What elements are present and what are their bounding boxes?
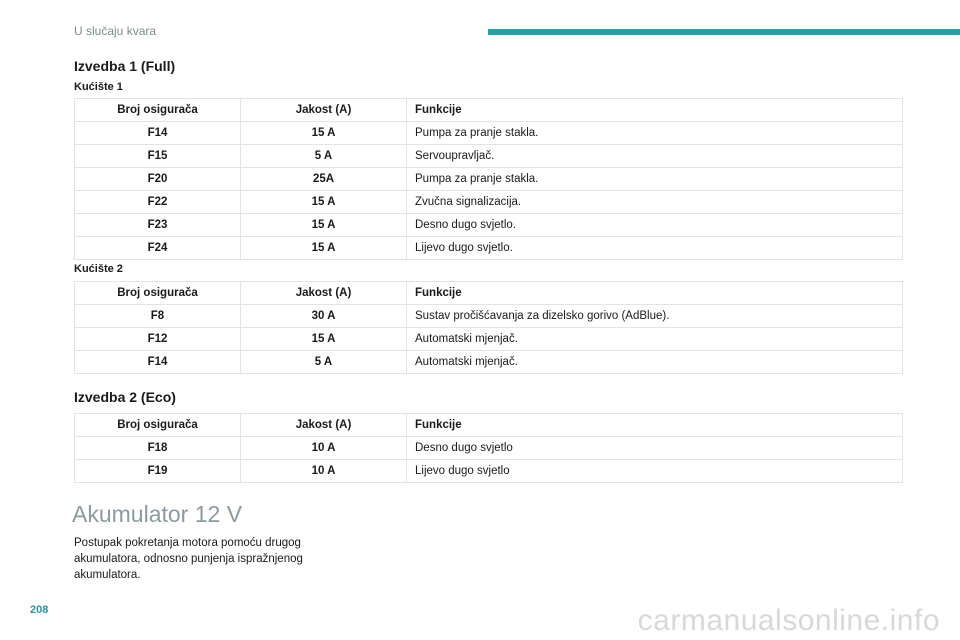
column-header-function: Funkcije <box>407 282 903 305</box>
table-header-row <box>75 414 903 437</box>
column-header-amperage: Jakost (A) <box>241 282 407 305</box>
column-header-function: Funkcije <box>407 99 903 122</box>
fuse-number: F14 <box>75 122 241 145</box>
header-accent-bar <box>488 29 960 35</box>
fuse-table-box1 <box>74 98 903 260</box>
fuse-function: Lijevo dugo svjetlo <box>407 460 903 483</box>
fuse-number: F23 <box>75 214 241 237</box>
fuse-function: Zvučna signalizacija. <box>407 191 903 214</box>
table-row <box>75 168 903 191</box>
fuse-table-eco <box>74 413 903 483</box>
fuse-number: F12 <box>75 328 241 351</box>
column-header-function: Funkcije <box>407 414 903 437</box>
fuse-function: Desno dugo svjetlo <box>407 437 903 460</box>
table-row <box>75 191 903 214</box>
fuse-function: Pumpa za pranje stakla. <box>407 168 903 191</box>
fuse-number: F24 <box>75 237 241 260</box>
fuse-function: Servoupravljač. <box>407 145 903 168</box>
fuse-number: F22 <box>75 191 241 214</box>
fuse-amperage: 15 A <box>241 214 407 237</box>
fuse-number: F14 <box>75 351 241 374</box>
fuse-number: F19 <box>75 460 241 483</box>
table-header-row <box>75 282 903 305</box>
column-header-amperage: Jakost (A) <box>241 414 407 437</box>
fuse-amperage: 15 A <box>241 237 407 260</box>
fuse-table-box2 <box>74 281 903 374</box>
fuse-function: Automatski mjenjač. <box>407 328 903 351</box>
table-row <box>75 145 903 168</box>
fuse-amperage: 15 A <box>241 328 407 351</box>
fuse-function: Desno dugo svjetlo. <box>407 214 903 237</box>
fuse-function: Pumpa za pranje stakla. <box>407 122 903 145</box>
fuse-number: F8 <box>75 305 241 328</box>
table-row <box>75 305 903 328</box>
watermark-text: carmanualsonline.info <box>637 604 940 637</box>
fuse-number: F15 <box>75 145 241 168</box>
column-header-fuse: Broj osigurača <box>75 414 241 437</box>
table-row <box>75 122 903 145</box>
table-row <box>75 437 903 460</box>
column-header-amperage: Jakost (A) <box>241 99 407 122</box>
column-header-fuse: Broj osigurača <box>75 282 241 305</box>
column-header-fuse: Broj osigurača <box>75 99 241 122</box>
section-title-full: Izvedba 1 (Full) <box>74 58 176 74</box>
fuse-function: Sustav pročišćavanja za dizelsko gorivo (AdBlue). <box>407 305 903 328</box>
table-row <box>75 351 903 374</box>
table-row <box>75 328 903 351</box>
box1-label: Kućište 1 <box>74 81 123 93</box>
box2-label: Kućište 2 <box>74 263 123 275</box>
battery-description: Postupak pokretanja motora pomoću drugog akumulatora, odnosno punjenja ispražnjenog akumulatora. <box>74 537 303 581</box>
table-row <box>75 460 903 483</box>
fuse-amperage: 10 A <box>241 437 407 460</box>
table-row <box>75 214 903 237</box>
fuse-function: Lijevo dugo svjetlo. <box>407 237 903 260</box>
fuse-amperage: 5 A <box>241 145 407 168</box>
fuse-number: F18 <box>75 437 241 460</box>
running-header: U slučaju kvara <box>74 24 157 38</box>
fuse-amperage: 15 A <box>241 122 407 145</box>
fuse-function: Automatski mjenjač. <box>407 351 903 374</box>
fuse-amperage: 30 A <box>241 305 407 328</box>
page-number: 208 <box>30 604 49 616</box>
fuse-amperage: 25A <box>241 168 407 191</box>
fuse-amperage: 5 A <box>241 351 407 374</box>
fuse-amperage: 15 A <box>241 191 407 214</box>
section-title-eco: Izvedba 2 (Eco) <box>74 389 176 405</box>
table-header-row <box>75 99 903 122</box>
table-row <box>75 237 903 260</box>
fuse-amperage: 10 A <box>241 460 407 483</box>
battery-section-title: Akumulator 12 V <box>72 501 243 527</box>
fuse-number: F20 <box>75 168 241 191</box>
